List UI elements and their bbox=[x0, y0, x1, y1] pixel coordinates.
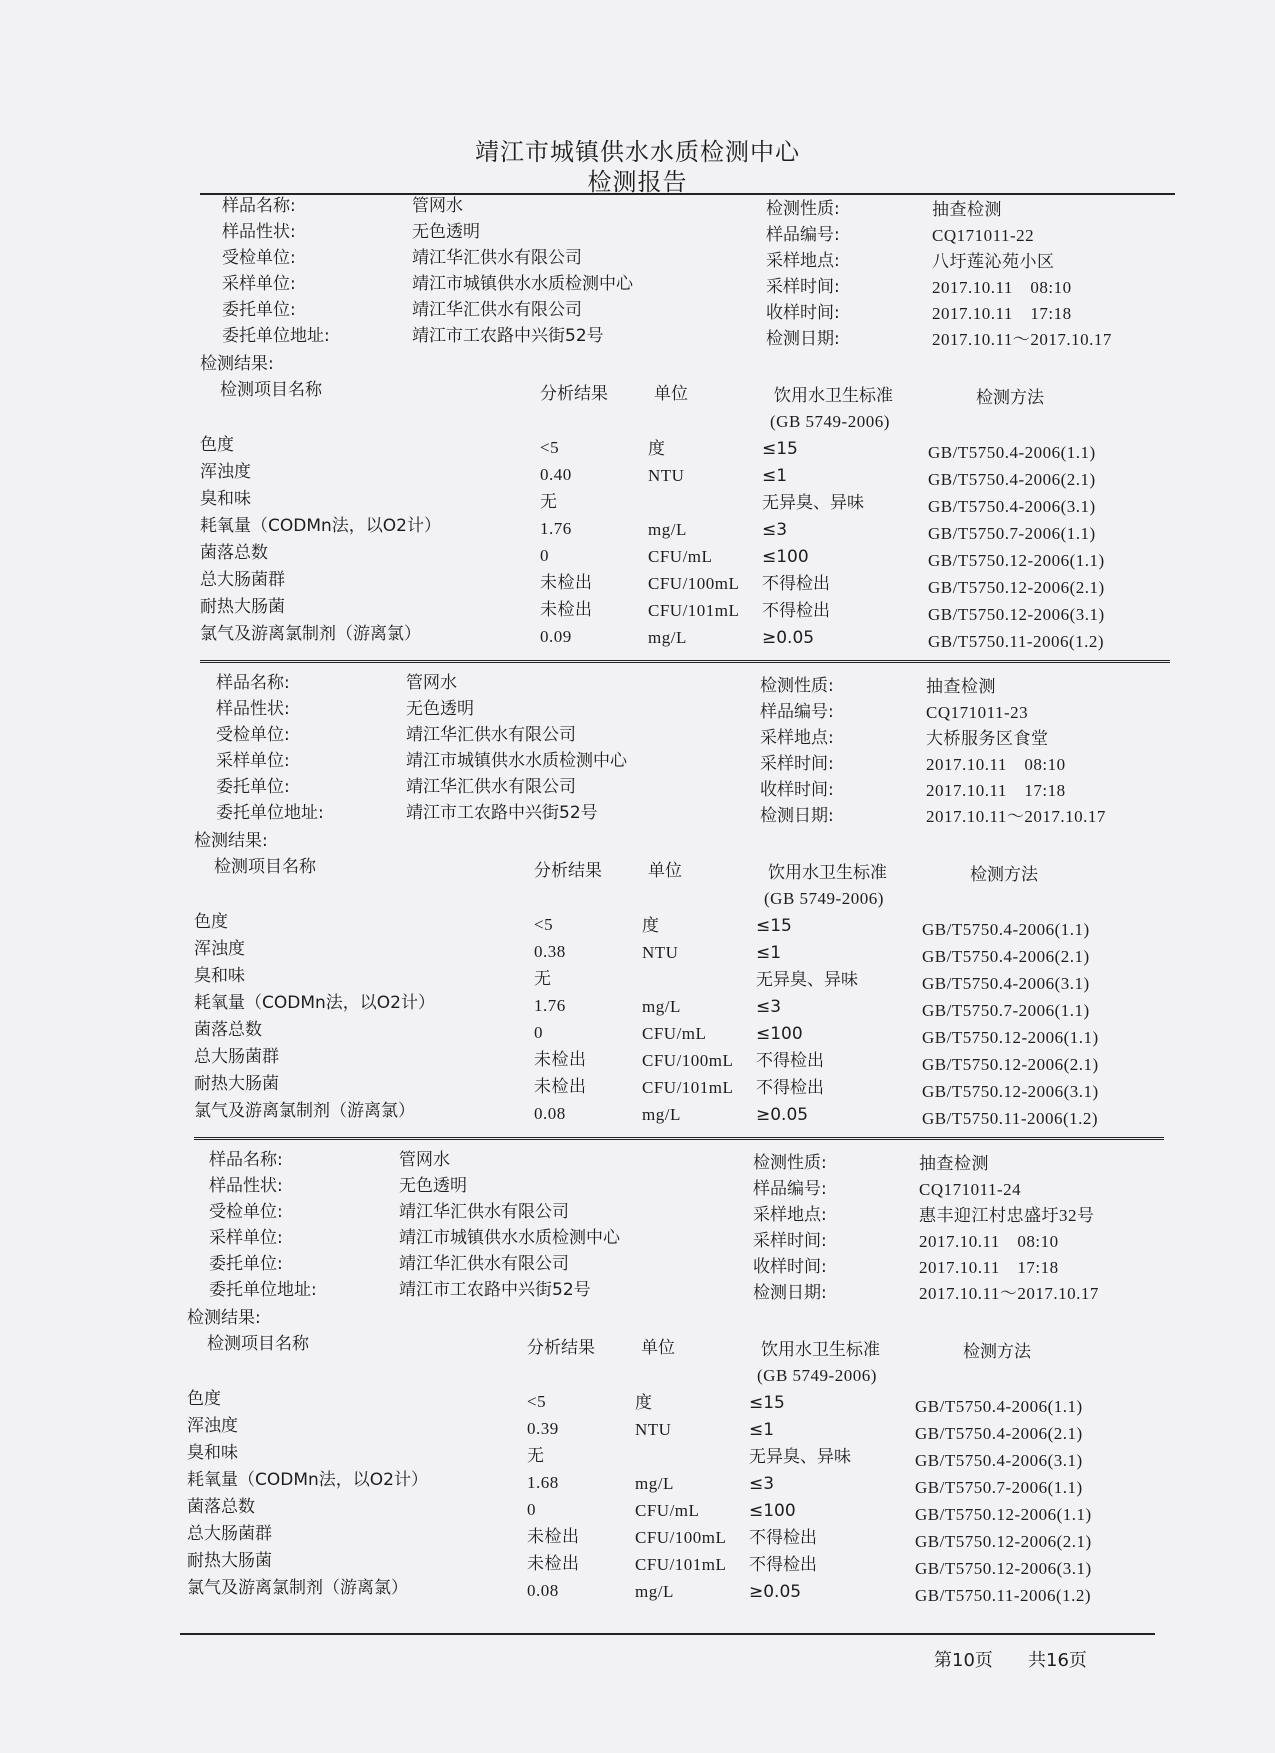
cell-item: 耗氧量（CODMn法，以O2计） bbox=[194, 993, 435, 1013]
sample-block bbox=[0, 673, 1275, 1143]
cell-item: 总大肠菌群 bbox=[200, 570, 285, 590]
cell-unit: mg/L bbox=[635, 1474, 674, 1493]
cell-result: 未检出 bbox=[534, 1077, 587, 1096]
cell-standard: ≥0.05 bbox=[756, 1105, 809, 1125]
cell-standard: 不得检出 bbox=[749, 1528, 817, 1548]
cell-unit: CFU/101mL bbox=[635, 1555, 727, 1574]
cell-standard: ≤1 bbox=[749, 1420, 775, 1440]
label-client-address: 委托单位地址: bbox=[222, 326, 330, 346]
report-title: 检测报告 bbox=[587, 168, 688, 196]
cell-unit: mg/L bbox=[642, 1105, 681, 1124]
cell-unit: 度 bbox=[642, 916, 660, 935]
cell-unit: CFU/mL bbox=[635, 1501, 700, 1520]
cell-method: GB/T5750.12-2006(1.1) bbox=[928, 551, 1105, 570]
label-receiving-time: 收样时间: bbox=[753, 1257, 827, 1277]
cell-unit: CFU/mL bbox=[648, 547, 713, 566]
cell-standard: ≤15 bbox=[749, 1393, 785, 1413]
cell-item: 耐热大肠菌 bbox=[187, 1551, 272, 1571]
cell-item: 菌落总数 bbox=[200, 543, 268, 563]
cell-result: 0.38 bbox=[534, 942, 566, 961]
cell-result: 未检出 bbox=[527, 1527, 580, 1546]
value-sampling-unit: 靖江市城镇供水水质检测中心 bbox=[406, 751, 627, 771]
value-test-date: 2017.10.11～2017.10.17 bbox=[932, 330, 1112, 349]
cell-result: 0.40 bbox=[540, 465, 572, 484]
cell-item: 臭和味 bbox=[194, 966, 245, 986]
cell-unit: mg/L bbox=[648, 628, 687, 647]
cell-standard: 无异臭、异味 bbox=[749, 1447, 851, 1467]
cell-item: 耗氧量（CODMn法，以O2计） bbox=[200, 516, 441, 536]
label-sampling-unit: 采样单位: bbox=[222, 274, 296, 294]
cell-method: GB/T5750.11-2006(1.2) bbox=[915, 1586, 1092, 1605]
label-receiving-time: 收样时间: bbox=[766, 303, 840, 323]
value-sample-name: 管网水 bbox=[406, 673, 457, 693]
cell-standard: ≤1 bbox=[762, 466, 788, 486]
label-test-nature: 检测性质: bbox=[760, 676, 834, 696]
cell-method: GB/T5750.4-2006(1.1) bbox=[922, 920, 1090, 939]
cell-result: 无 bbox=[540, 492, 558, 511]
label-sample-state: 样品性状: bbox=[216, 699, 290, 719]
cell-item: 总大肠菌群 bbox=[194, 1047, 279, 1067]
col-header-unit: 单位 bbox=[654, 384, 688, 404]
sample-block bbox=[0, 196, 1275, 666]
cell-item: 菌落总数 bbox=[194, 1020, 262, 1040]
label-test-date: 检测日期: bbox=[760, 806, 834, 826]
cell-method: GB/T5750.12-2006(3.1) bbox=[915, 1559, 1092, 1578]
cell-method: GB/T5750.12-2006(3.1) bbox=[928, 605, 1105, 624]
cell-method: GB/T5750.4-2006(3.1) bbox=[928, 497, 1096, 516]
label-inspected-unit: 受检单位: bbox=[216, 725, 290, 745]
label-inspected-unit: 受检单位: bbox=[209, 1202, 283, 1222]
value-client-unit: 靖江华汇供水有限公司 bbox=[412, 300, 582, 320]
label-sampling-time: 采样时间: bbox=[753, 1231, 827, 1251]
cell-method: GB/T5750.7-2006(1.1) bbox=[915, 1478, 1083, 1497]
cell-method: GB/T5750.7-2006(1.1) bbox=[928, 524, 1096, 543]
cell-standard: 无异臭、异味 bbox=[762, 493, 864, 513]
value-sample-state: 无色透明 bbox=[406, 699, 474, 719]
divider-top bbox=[200, 193, 1175, 195]
cell-item: 色度 bbox=[200, 435, 234, 455]
cell-standard: ≤1 bbox=[756, 943, 782, 963]
value-sample-state: 无色透明 bbox=[399, 1176, 467, 1196]
label-test-nature: 检测性质: bbox=[766, 199, 840, 219]
value-sampling-unit: 靖江市城镇供水水质检测中心 bbox=[412, 274, 633, 294]
col-header-item: 检测项目名称 bbox=[214, 857, 316, 877]
cell-item: 浑浊度 bbox=[187, 1416, 238, 1436]
label-test-date: 检测日期: bbox=[766, 329, 840, 349]
label-sample-name: 样品名称: bbox=[216, 673, 290, 693]
cell-method: GB/T5750.7-2006(1.1) bbox=[922, 1001, 1090, 1020]
value-inspected-unit: 靖江华汇供水有限公司 bbox=[406, 725, 576, 745]
cell-item: 浑浊度 bbox=[200, 462, 251, 482]
cell-method: GB/T5750.12-2006(1.1) bbox=[915, 1505, 1092, 1524]
cell-standard: ≤3 bbox=[756, 997, 782, 1017]
cell-method: GB/T5750.11-2006(1.2) bbox=[922, 1109, 1099, 1128]
cell-method: GB/T5750.12-2006(1.1) bbox=[922, 1028, 1099, 1047]
cell-unit: mg/L bbox=[648, 520, 687, 539]
cell-standard: 无异臭、异味 bbox=[756, 970, 858, 990]
cell-method: GB/T5750.12-2006(2.1) bbox=[928, 578, 1105, 597]
label-sample-no: 样品编号: bbox=[766, 225, 840, 245]
label-sample-state: 样品性状: bbox=[222, 222, 296, 242]
value-sampling-site: 大桥服务区食堂 bbox=[926, 729, 1049, 748]
value-sampling-site: 八圩莲沁苑小区 bbox=[932, 252, 1055, 271]
sample-block bbox=[0, 1150, 1275, 1620]
cell-standard: ≤100 bbox=[762, 547, 809, 567]
cell-result: 未检出 bbox=[540, 573, 593, 592]
cell-item: 氯气及游离氯制剂（游离氯） bbox=[200, 624, 421, 644]
col-header-standard-sub: (GB 5749-2006) bbox=[770, 412, 890, 431]
label-sampling-time: 采样时间: bbox=[760, 754, 834, 774]
label-test-nature: 检测性质: bbox=[753, 1153, 827, 1173]
cell-standard: 不得检出 bbox=[749, 1555, 817, 1575]
cell-unit: CFU/mL bbox=[642, 1024, 707, 1043]
col-header-unit: 单位 bbox=[641, 1338, 675, 1358]
cell-result: 0.39 bbox=[527, 1419, 559, 1438]
cell-unit: NTU bbox=[642, 943, 679, 962]
page-number: 第10页 bbox=[934, 1650, 993, 1671]
cell-method: GB/T5750.12-2006(2.1) bbox=[922, 1055, 1099, 1074]
value-sampling-unit: 靖江市城镇供水水质检测中心 bbox=[399, 1228, 620, 1248]
cell-standard: ≤15 bbox=[762, 439, 798, 459]
cell-result: 0 bbox=[527, 1500, 536, 1519]
value-client-address: 靖江市工农路中兴街52号 bbox=[412, 326, 604, 346]
value-sampling-time: 2017.10.11 08:10 bbox=[926, 755, 1066, 774]
value-test-nature: 抽查检测 bbox=[919, 1154, 989, 1173]
section-divider bbox=[200, 660, 1170, 663]
cell-method: GB/T5750.4-2006(1.1) bbox=[915, 1397, 1083, 1416]
cell-result: <5 bbox=[527, 1392, 547, 1411]
cell-unit: CFU/100mL bbox=[642, 1051, 734, 1070]
value-sample-name: 管网水 bbox=[412, 196, 463, 216]
value-test-date: 2017.10.11～2017.10.17 bbox=[926, 807, 1106, 826]
value-client-unit: 靖江华汇供水有限公司 bbox=[399, 1254, 569, 1274]
value-sampling-site: 惠丰迎江村忠盛圩32号 bbox=[919, 1206, 1095, 1225]
cell-method: GB/T5750.11-2006(1.2) bbox=[928, 632, 1105, 651]
divider-bottom bbox=[180, 1633, 1155, 1635]
cell-result: 无 bbox=[534, 969, 552, 988]
cell-standard: ≤100 bbox=[749, 1501, 796, 1521]
label-receiving-time: 收样时间: bbox=[760, 780, 834, 800]
value-test-nature: 抽查检测 bbox=[932, 200, 1002, 219]
value-sampling-time: 2017.10.11 08:10 bbox=[932, 278, 1072, 297]
cell-result: <5 bbox=[534, 915, 554, 934]
value-receiving-time: 2017.10.11 17:18 bbox=[926, 781, 1066, 800]
col-header-standard: 饮用水卫生标准 bbox=[768, 863, 887, 883]
col-header-standard: 饮用水卫生标准 bbox=[761, 1340, 880, 1360]
cell-method: GB/T5750.4-2006(3.1) bbox=[922, 974, 1090, 993]
value-client-address: 靖江市工农路中兴街52号 bbox=[399, 1280, 591, 1300]
value-test-date: 2017.10.11～2017.10.17 bbox=[919, 1284, 1099, 1303]
cell-unit: CFU/100mL bbox=[648, 574, 740, 593]
cell-item: 耐热大肠菌 bbox=[200, 597, 285, 617]
cell-item: 氯气及游离氯制剂（游离氯） bbox=[194, 1101, 415, 1121]
value-sample-state: 无色透明 bbox=[412, 222, 480, 242]
cell-item: 耗氧量（CODMn法，以O2计） bbox=[187, 1470, 428, 1490]
value-sample-no: CQ171011-24 bbox=[919, 1180, 1022, 1199]
cell-unit: CFU/101mL bbox=[642, 1078, 734, 1097]
label-client-address: 委托单位地址: bbox=[209, 1280, 317, 1300]
label-client-unit: 委托单位: bbox=[222, 300, 296, 320]
cell-standard: 不得检出 bbox=[762, 601, 830, 621]
col-header-standard-sub: (GB 5749-2006) bbox=[757, 1366, 877, 1385]
results-label: 检测结果: bbox=[194, 831, 268, 851]
col-header-result: 分析结果 bbox=[534, 861, 602, 881]
value-test-nature: 抽查检测 bbox=[926, 677, 996, 696]
cell-standard: ≤15 bbox=[756, 916, 792, 936]
col-header-result: 分析结果 bbox=[527, 1338, 595, 1358]
label-sampling-site: 采样地点: bbox=[766, 251, 840, 271]
value-sampling-time: 2017.10.11 08:10 bbox=[919, 1232, 1059, 1251]
label-sample-name: 样品名称: bbox=[209, 1150, 283, 1170]
label-sampling-site: 采样地点: bbox=[753, 1205, 827, 1225]
cell-result: 0.08 bbox=[534, 1104, 566, 1123]
cell-item: 色度 bbox=[194, 912, 228, 932]
value-receiving-time: 2017.10.11 17:18 bbox=[919, 1258, 1059, 1277]
cell-item: 色度 bbox=[187, 1389, 221, 1409]
col-header-unit: 单位 bbox=[648, 861, 682, 881]
label-sampling-unit: 采样单位: bbox=[216, 751, 290, 771]
cell-item: 总大肠菌群 bbox=[187, 1524, 272, 1544]
col-header-method: 检测方法 bbox=[963, 1342, 1031, 1362]
col-header-item: 检测项目名称 bbox=[220, 380, 322, 400]
cell-item: 菌落总数 bbox=[187, 1497, 255, 1517]
cell-result: 0.08 bbox=[527, 1581, 559, 1600]
value-sample-no: CQ171011-23 bbox=[926, 703, 1029, 722]
value-receiving-time: 2017.10.11 17:18 bbox=[932, 304, 1072, 323]
cell-result: <5 bbox=[540, 438, 560, 457]
cell-unit: mg/L bbox=[635, 1582, 674, 1601]
cell-result: 0 bbox=[540, 546, 549, 565]
col-header-item: 检测项目名称 bbox=[207, 1334, 309, 1354]
cell-method: GB/T5750.4-2006(3.1) bbox=[915, 1451, 1083, 1470]
label-sampling-time: 采样时间: bbox=[766, 277, 840, 297]
cell-method: GB/T5750.4-2006(2.1) bbox=[922, 947, 1090, 966]
label-sampling-unit: 采样单位: bbox=[209, 1228, 283, 1248]
cell-item: 臭和味 bbox=[200, 489, 251, 509]
label-sample-no: 样品编号: bbox=[753, 1179, 827, 1199]
col-header-method: 检测方法 bbox=[970, 865, 1038, 885]
cell-standard: ≤3 bbox=[762, 520, 788, 540]
org-title: 靖江市城镇供水水质检测中心 bbox=[475, 138, 800, 166]
cell-standard: ≤100 bbox=[756, 1024, 803, 1044]
cell-result: 1.76 bbox=[540, 519, 572, 538]
label-client-unit: 委托单位: bbox=[216, 777, 290, 797]
value-inspected-unit: 靖江华汇供水有限公司 bbox=[399, 1202, 569, 1222]
label-inspected-unit: 受检单位: bbox=[222, 248, 296, 268]
cell-method: GB/T5750.4-2006(2.1) bbox=[928, 470, 1096, 489]
cell-standard: ≥0.05 bbox=[762, 628, 815, 648]
value-client-address: 靖江市工农路中兴街52号 bbox=[406, 803, 598, 823]
results-label: 检测结果: bbox=[187, 1308, 261, 1328]
page-total: 共16页 bbox=[1028, 1650, 1087, 1671]
cell-method: GB/T5750.4-2006(1.1) bbox=[928, 443, 1096, 462]
cell-result: 0.09 bbox=[540, 627, 572, 646]
value-client-unit: 靖江华汇供水有限公司 bbox=[406, 777, 576, 797]
col-header-standard: 饮用水卫生标准 bbox=[774, 386, 893, 406]
cell-item: 浑浊度 bbox=[194, 939, 245, 959]
value-inspected-unit: 靖江华汇供水有限公司 bbox=[412, 248, 582, 268]
results-label: 检测结果: bbox=[200, 354, 274, 374]
cell-item: 臭和味 bbox=[187, 1443, 238, 1463]
cell-unit: 度 bbox=[648, 439, 666, 458]
cell-standard: 不得检出 bbox=[762, 574, 830, 594]
col-header-result: 分析结果 bbox=[540, 384, 608, 404]
cell-result: 未检出 bbox=[527, 1554, 580, 1573]
cell-method: GB/T5750.12-2006(3.1) bbox=[922, 1082, 1099, 1101]
cell-result: 1.68 bbox=[527, 1473, 559, 1492]
cell-unit: NTU bbox=[648, 466, 685, 485]
label-test-date: 检测日期: bbox=[753, 1283, 827, 1303]
cell-standard: ≤3 bbox=[749, 1474, 775, 1494]
cell-result: 无 bbox=[527, 1446, 545, 1465]
cell-item: 氯气及游离氯制剂（游离氯） bbox=[187, 1578, 408, 1598]
cell-standard: 不得检出 bbox=[756, 1078, 824, 1098]
cell-result: 未检出 bbox=[540, 600, 593, 619]
col-header-method: 检测方法 bbox=[976, 388, 1044, 408]
cell-unit: 度 bbox=[635, 1393, 653, 1412]
cell-method: GB/T5750.12-2006(2.1) bbox=[915, 1532, 1092, 1551]
label-sampling-site: 采样地点: bbox=[760, 728, 834, 748]
label-sample-no: 样品编号: bbox=[760, 702, 834, 722]
section-divider bbox=[194, 1137, 1164, 1140]
col-header-standard-sub: (GB 5749-2006) bbox=[764, 889, 884, 908]
cell-unit: CFU/101mL bbox=[648, 601, 740, 620]
cell-standard: 不得检出 bbox=[756, 1051, 824, 1071]
label-sample-state: 样品性状: bbox=[209, 1176, 283, 1196]
cell-unit: mg/L bbox=[642, 997, 681, 1016]
cell-item: 耐热大肠菌 bbox=[194, 1074, 279, 1094]
label-sample-name: 样品名称: bbox=[222, 196, 296, 216]
label-client-address: 委托单位地址: bbox=[216, 803, 324, 823]
cell-unit: CFU/100mL bbox=[635, 1528, 727, 1547]
cell-unit: NTU bbox=[635, 1420, 672, 1439]
label-client-unit: 委托单位: bbox=[209, 1254, 283, 1274]
cell-result: 0 bbox=[534, 1023, 543, 1042]
cell-standard: ≥0.05 bbox=[749, 1582, 802, 1602]
cell-method: GB/T5750.4-2006(2.1) bbox=[915, 1424, 1083, 1443]
cell-result: 未检出 bbox=[534, 1050, 587, 1069]
value-sample-name: 管网水 bbox=[399, 1150, 450, 1170]
value-sample-no: CQ171011-22 bbox=[932, 226, 1035, 245]
cell-result: 1.76 bbox=[534, 996, 566, 1015]
